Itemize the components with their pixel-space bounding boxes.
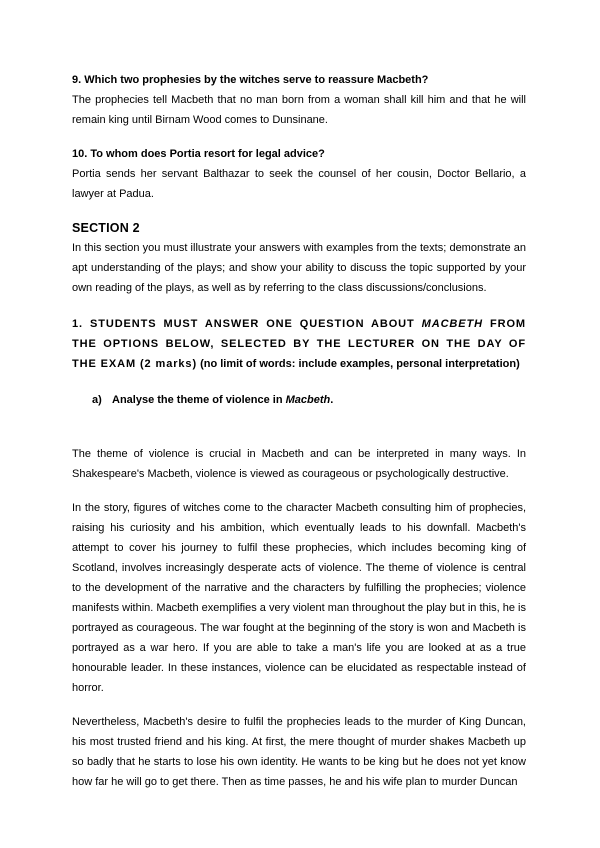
exam-task <box>72 314 526 374</box>
answer-10: Portia sends her servant Balthazar to seek the counsel of her cousin, Doctor Bellario, a lawyer at Padua. <box>72 168 526 200</box>
essay-paragraph-3: Nevertheless, Macbeth's desire to fulfil the prophecies leads to the murder of King Duncan, his most trusted friend and his king. At first, the mere thought of murder shakes Macbeth up so badly that he starts to lose his own identity. He wants to be king but he does not yet know how far he will go to get there. Then as time passes, he and his wife plan to murder Duncan <box>72 716 526 788</box>
option-a-label: a) <box>92 394 102 406</box>
question-9: 9. Which two prophesies by the witches serve to reassure Macbeth? <box>72 74 429 86</box>
option-a <box>72 390 526 410</box>
option-a-text: Analyse the theme of violence in <box>112 394 286 406</box>
option-a-italic: Macbeth <box>285 394 331 406</box>
task-text-3: (no limit of words: include examples, personal interpretation) <box>197 358 520 370</box>
document-page <box>72 70 526 792</box>
question-10: 10. To whom does Portia resort for legal advice? <box>72 148 325 160</box>
task-text-2: FROM THE OPTIONS BELOW, SELECTED BY THE LECTURER ON THE DAY OF THE EXAM (2 marks) <box>72 318 526 370</box>
task-text-1: 1. STUDENTS MUST ANSWER ONE QUESTION ABOUT <box>72 318 422 330</box>
essay-paragraph-1: The theme of violence is crucial in Macbeth and can be interpreted in many ways. In Shakespeare's Macbeth, violence is viewed as courageous or psychologically destructive. <box>72 448 526 480</box>
option-a-end: . <box>330 394 334 406</box>
section-intro: In this section you must illustrate your answers with examples from the texts; demonstrate an apt understanding of the plays; and show your ability to discuss the topic supported by your own reading of the plays, as well as by referring to the class discussions/conclusions. <box>72 242 526 294</box>
essay-paragraph-2: In the story, figures of witches come to the character Macbeth consulting him of prophecies, raising his curiosity and his ambition, which eventually leads to his downfall. Macbeth's attempt to cover his journey to fulfil these prophecies, which includes becoming king of Scotland, involves increasingly desperate acts of violence. The theme of violence is central to the development of the narrative and the characters by fulfilling the prophecies; violence manifests within. Macbeth exemplifies a very violent man throughout the play but in this, he is portrayed as courageous. The war fought at the beginning of the story is won and Macbeth is portrayed as a war hero. If you are able to take a man's life you are looked at as a true honourable leader. In these instances, violence can be elucidated as respectable instead of horror. <box>72 502 526 694</box>
task-italic-title: MACBETH <box>421 318 483 330</box>
answer-9: The prophecies tell Macbeth that no man born from a woman shall kill him and that he will remain king until Birnam Wood comes to Dunsinane. <box>72 94 526 126</box>
section-title: SECTION 2 <box>72 221 140 235</box>
